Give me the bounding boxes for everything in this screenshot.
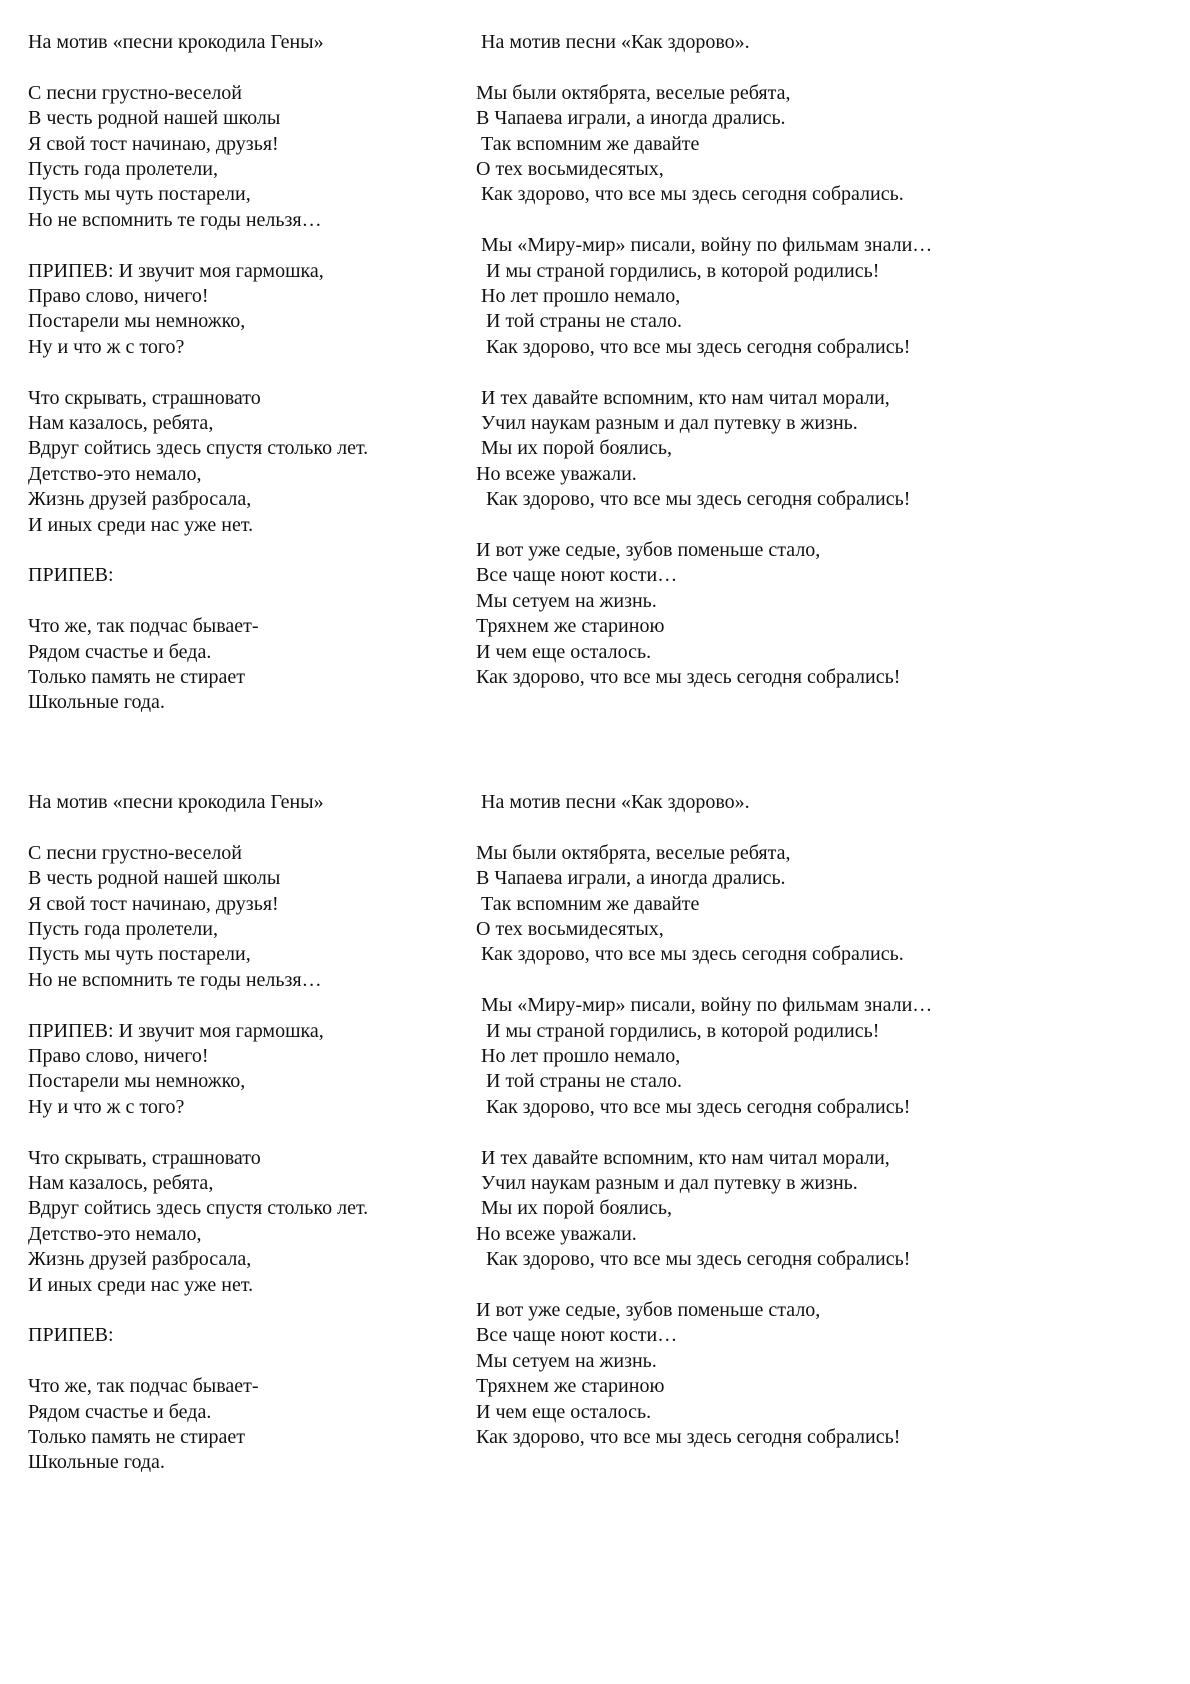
lyric-line: О тех восьмидесятых, [476, 918, 664, 941]
lyric-line: Мы были октябрята, веселые ребята, [476, 841, 791, 864]
stanza [28, 1374, 458, 1476]
stanza [28, 841, 458, 993]
lyric-line: Право слово, ничего! [28, 285, 209, 308]
lyric-line: Все чаще ноют кости… [476, 564, 678, 587]
lyric-line: И иных среди нас уже нет. [28, 513, 254, 536]
song-title: На мотив песни «Как здорово». [476, 791, 750, 813]
lyric-line: ПРИПЕВ: [28, 1324, 114, 1347]
lyric-line: Школьные года. [28, 1451, 165, 1474]
song-title: На мотив «песни крокодила Гены» [28, 31, 324, 53]
lyric-line: В Чапаева играли, а иногда дрались. [476, 867, 786, 890]
lyric-line: Нам казалось, ребята, [28, 1172, 214, 1195]
stanza-gap [28, 993, 458, 1018]
left-song [28, 790, 458, 1476]
right-song [476, 790, 1176, 1451]
lyric-line: Я свой тост начинаю, друзья! [28, 132, 279, 155]
lyric-line: Тряхнем же стариною [476, 615, 665, 638]
stanza-gap [476, 1120, 1176, 1145]
lyric-line: Как здорово, что все мы здесь сегодня собрались. [476, 943, 904, 966]
stanza-gap [476, 968, 1176, 993]
stanza-gap [28, 589, 458, 614]
lyric-line: Детство-это немало, [28, 1222, 202, 1245]
lyric-line: Как здорово, что все мы здесь сегодня собрались! [476, 488, 911, 511]
lyric-line: Учил наукам разным и дал путевку в жизнь. [476, 412, 858, 435]
lyric-line: Пусть года пролетели, [28, 918, 218, 941]
stanza [476, 993, 1176, 1120]
lyric-line: ПРИПЕВ: [28, 564, 114, 587]
lyric-line: В честь родной нашей школы [28, 107, 281, 130]
lyric-line: Но всеже уважали. [476, 462, 637, 485]
lyric-line: И вот уже седые, зубов поменьше стало, [476, 539, 821, 562]
lyric-line: Что скрывать, страшновато [28, 386, 261, 409]
stanza-gap [28, 55, 458, 80]
lyric-line: С песни грустно-веселой [28, 81, 243, 104]
stanza-gap [476, 208, 1176, 233]
lyric-line: Нам казалось, ребята, [28, 412, 214, 435]
lyric-line: Но всеже уважали. [476, 1222, 637, 1245]
lyric-line: Мы были октябрята, веселые ребята, [476, 81, 791, 104]
song-title: На мотив «песни крокодила Гены» [28, 791, 324, 813]
lyric-line: И той страны не стало. [476, 310, 682, 333]
stanza-gap [28, 1120, 458, 1145]
lyric-line: Но лет прошло немало, [476, 1045, 681, 1068]
lyric-line: Только память не стирает [28, 1426, 245, 1449]
lyric-line: С песни грустно-веселой [28, 841, 243, 864]
lyric-line: Как здорово, что все мы здесь сегодня собрались! [476, 1095, 911, 1118]
lyric-line: Рядом счастье и беда. [28, 640, 212, 663]
left-song [28, 30, 458, 716]
lyric-line: Вдруг сойтись здесь спустя столько лет. [28, 437, 369, 460]
stanza [28, 1019, 458, 1121]
lyric-line: Мы «Миру-мир» писали, войну по фильмам знали… [476, 234, 933, 257]
lyric-line: Так вспомним же давайте [476, 892, 700, 915]
stanza [476, 841, 1176, 968]
stanza-gap [476, 513, 1176, 538]
lyric-line: Ну и что ж с того? [28, 335, 185, 358]
stanza [476, 81, 1176, 208]
lyric-line: Постарели мы немножко, [28, 310, 246, 333]
lyric-line: Ну и что ж с того? [28, 1095, 185, 1118]
stanza [28, 81, 458, 233]
stanza-gap [28, 538, 458, 563]
lyric-line: Как здорово, что все мы здесь сегодня собрались! [476, 1248, 911, 1271]
lyric-line: Постарели мы немножко, [28, 1070, 246, 1093]
lyric-line: И иных среди нас уже нет. [28, 1273, 254, 1296]
stanza [28, 1323, 458, 1348]
lyric-line: Право слово, ничего! [28, 1045, 209, 1068]
lyric-line: И чем еще осталось. [476, 1400, 652, 1423]
lyric-line: Все чаще ноют кости… [476, 1324, 678, 1347]
lyric-line: Что же, так подчас бывает- [28, 1375, 259, 1398]
stanza [476, 1298, 1176, 1450]
lyric-line: ПРИПЕВ: И звучит моя гармошка, [28, 1019, 324, 1042]
lyric-line: Как здорово, что все мы здесь сегодня собрались. [476, 183, 904, 206]
lyric-line: Жизнь друзей разбросала, [28, 1248, 252, 1271]
lyric-line: В честь родной нашей школы [28, 867, 281, 890]
stanza [28, 614, 458, 716]
song-title: На мотив песни «Как здорово». [476, 31, 750, 53]
lyric-line: И той страны не стало. [476, 1070, 682, 1093]
lyric-line: И чем еще осталось. [476, 640, 652, 663]
stanza [476, 1146, 1176, 1273]
stanza [476, 233, 1176, 360]
lyric-line: И тех давайте вспомним, кто нам читал морали, [476, 1146, 890, 1169]
lyric-line: ПРИПЕВ: И звучит моя гармошка, [28, 259, 324, 282]
lyric-line: В Чапаева играли, а иногда дрались. [476, 107, 786, 130]
lyric-line: Мы их порой боялись, [476, 1197, 673, 1220]
lyric-line: Детство-это немало, [28, 462, 202, 485]
lyric-line: И тех давайте вспомним, кто нам читал морали, [476, 386, 890, 409]
lyric-line: О тех восьмидесятых, [476, 158, 664, 181]
lyric-line: Как здорово, что все мы здесь сегодня собрались! [476, 1426, 901, 1449]
stanza-gap [28, 1298, 458, 1323]
stanza [28, 1146, 458, 1298]
lyric-line: Так вспомним же давайте [476, 132, 700, 155]
lyric-line: Мы «Миру-мир» писали, войну по фильмам знали… [476, 994, 933, 1017]
lyric-line: Тряхнем же стариною [476, 1375, 665, 1398]
stanza [28, 563, 458, 588]
lyric-line: Но лет прошло немало, [476, 285, 681, 308]
lyric-line: Мы сетуем на жизнь. [476, 1349, 657, 1372]
lyric-line: Как здорово, что все мы здесь сегодня собрались! [476, 335, 911, 358]
stanza-gap [476, 360, 1176, 385]
lyric-line: Что скрывать, страшновато [28, 1146, 261, 1169]
lyric-line: Но не вспомнить те годы нельзя… [28, 208, 322, 231]
lyric-line: Пусть года пролетели, [28, 158, 218, 181]
lyric-line: Рядом счастье и беда. [28, 1400, 212, 1423]
lyric-line: И вот уже седые, зубов поменьше стало, [476, 1299, 821, 1322]
stanza [476, 538, 1176, 690]
lyric-line: Мы сетуем на жизнь. [476, 589, 657, 612]
right-song [476, 30, 1176, 691]
lyric-line: Учил наукам разным и дал путевку в жизнь. [476, 1172, 858, 1195]
lyric-line: Пусть мы чуть постарели, [28, 943, 251, 966]
stanza-gap [28, 1349, 458, 1374]
lyric-line: Вдруг сойтись здесь спустя столько лет. [28, 1197, 369, 1220]
lyric-line: Как здорово, что все мы здесь сегодня собрались! [476, 666, 901, 689]
stanza-gap [28, 360, 458, 385]
lyric-line: Что же, так подчас бывает- [28, 615, 259, 638]
stanza-gap [476, 815, 1176, 840]
stanza-gap [28, 815, 458, 840]
stanza [28, 386, 458, 538]
stanza [476, 386, 1176, 513]
lyric-line: Пусть мы чуть постарели, [28, 183, 251, 206]
lyric-line: Школьные года. [28, 691, 165, 714]
lyric-line: Я свой тост начинаю, друзья! [28, 892, 279, 915]
lyric-line: Только память не стирает [28, 666, 245, 689]
lyric-line: И мы страной гордились, в которой родились! [476, 1019, 880, 1042]
stanza-gap [28, 233, 458, 258]
lyric-line: Жизнь друзей разбросала, [28, 488, 252, 511]
stanza [28, 259, 458, 361]
stanza-gap [476, 55, 1176, 80]
stanza-gap [476, 1273, 1176, 1298]
lyric-line: Мы их порой боялись, [476, 437, 673, 460]
lyric-line: Но не вспомнить те годы нельзя… [28, 968, 322, 991]
lyric-line: И мы страной гордились, в которой родились! [476, 259, 880, 282]
